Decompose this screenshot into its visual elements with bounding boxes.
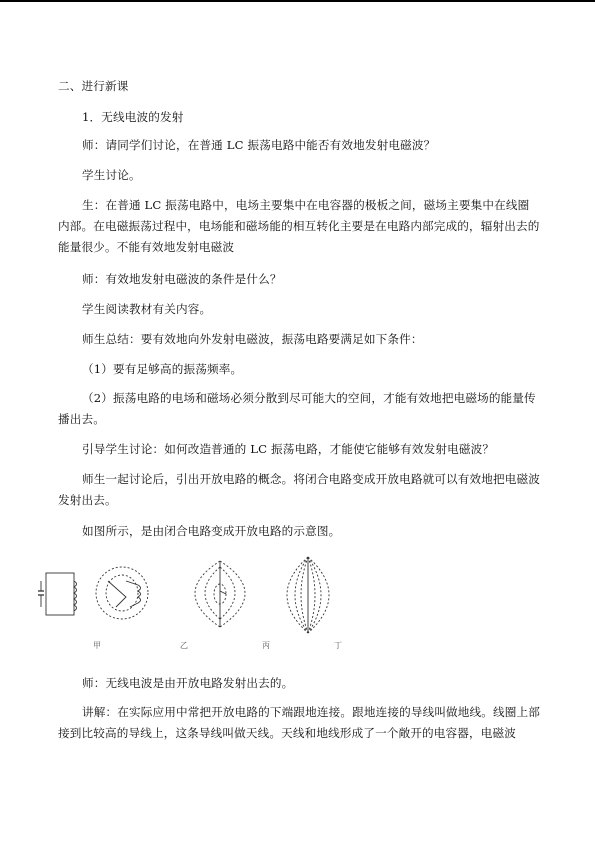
figure-label-bing: 丙: [262, 641, 270, 650]
figure-label-ding: 丁: [334, 641, 342, 650]
paragraph: 师：有效地发射电磁波的条件是什么？: [82, 272, 282, 286]
diagram-closed-circuit: [38, 573, 77, 615]
circuit-diagram: [30, 551, 370, 641]
paragraph: （2）振荡电路的电场和磁场必须分散到尽可能大的空间，才能有效地把电磁场的能量传播出去。: [58, 391, 536, 426]
figure-label-yi: 乙: [180, 641, 188, 650]
paragraph: 讲解：在实际应用中常把开放电路的下端跟地连接。跟地连接的导线叫做地线。线圈上部接到比较高的导线上，这条导线叫做天线。天线和地线形成了一个敞开的电容器，电磁波: [58, 705, 541, 740]
paragraph: 如图所示，是由闭合电路变成开放电路的示意图。: [82, 524, 341, 538]
section-heading: 二、进行新课: [58, 79, 129, 93]
paragraph: 学生阅读教材有关内容。: [82, 302, 212, 316]
paragraph: （1）要有足够高的振荡频率。: [82, 362, 243, 376]
paragraph: 师生总结：要有效地向外发射电磁波，振荡电路要满足如下条件：: [82, 332, 423, 346]
paragraph: 生：在普通 LC 振荡电路中，电场主要集中在电容器的极板之间，磁场主要集中在线圈内部。在电磁振荡过程中，电场能和磁场能的相互转化主要是在电路内部完成的，辐射出去的能量很少。不能有效地发射电磁波: [58, 198, 540, 254]
figure-label-jia: 甲: [93, 641, 101, 650]
paragraph: 师：无线电波是由开放电路发射出去的。: [82, 676, 294, 690]
diagram-antenna: [287, 557, 329, 633]
diagram-opening-circuit: [96, 567, 148, 619]
circuit-figure: [30, 551, 370, 657]
page-top-border: [0, 0, 595, 2]
diagram-open-circuit: [195, 561, 245, 627]
subsection-heading: 1．无线电波的发射: [82, 110, 184, 124]
paragraph: 师：请同学们讨论，在普通 LC 振荡电路中能否有效地发射电磁波？: [82, 138, 436, 152]
paragraph: 引导学生讨论：如何改造普通的 LC 振荡电路，才能使它能够有效发射电磁波？: [82, 442, 495, 456]
paragraph: 师生一起讨论后，引出开放电路的概念。将闭合电路变成开放电路就可以有效地把电磁波发射出去。: [58, 472, 541, 507]
paragraph: 学生讨论。: [82, 168, 141, 182]
